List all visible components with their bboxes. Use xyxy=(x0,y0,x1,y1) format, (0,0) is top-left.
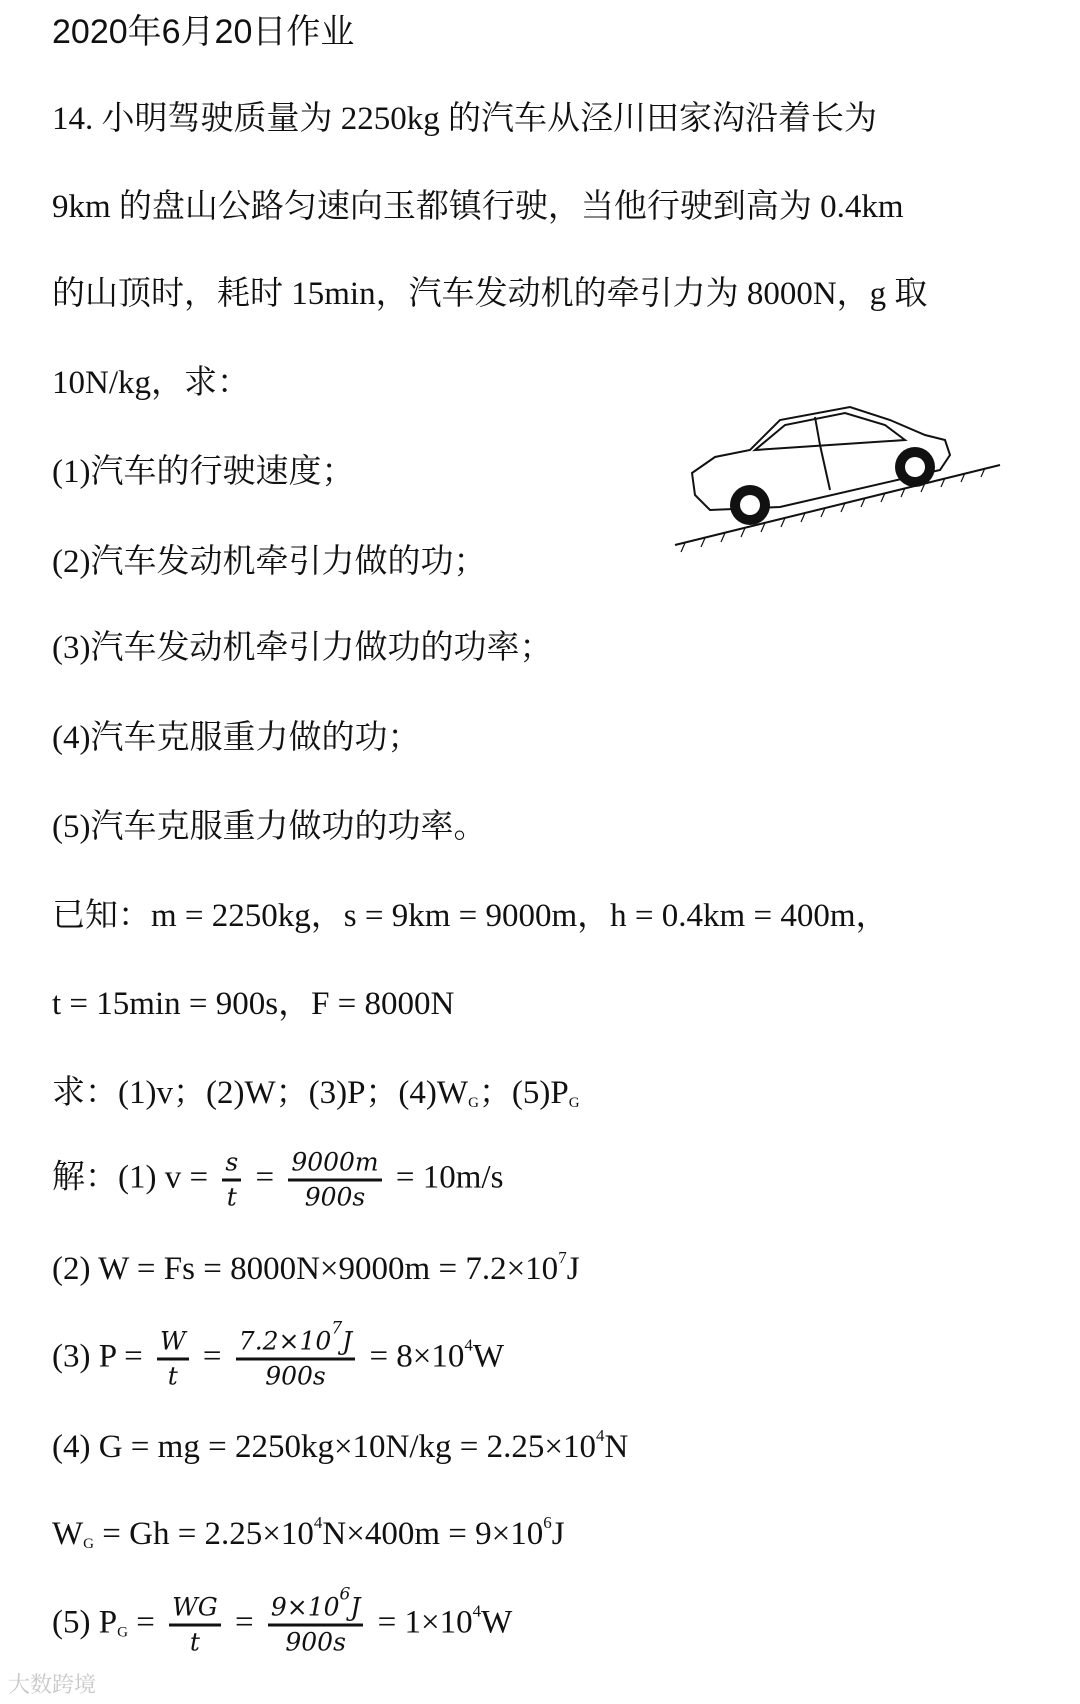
question-line: 9km 的盘山公路匀速向玉都镇行驶，当他行驶到高为 0.4km xyxy=(52,189,904,225)
numerator: s xyxy=(222,1147,241,1182)
formula-text: (2) W = Fs = 8000N×9000m = 7.2×10 xyxy=(52,1251,559,1287)
fraction xyxy=(288,1147,381,1214)
formula-text: = xyxy=(194,1338,230,1375)
formula-text: (4) G = mg = 2250kg×10N/kg = 2.25×10 xyxy=(52,1429,597,1465)
subscript: G xyxy=(568,1095,580,1111)
solution-step-1 xyxy=(52,1147,1052,1214)
known-line: 已知：m = 2250kg，s = 9km = 9000m，h = 0.4km = 400m， xyxy=(52,898,889,934)
numerator-text: 9×10 xyxy=(270,1592,340,1622)
known-line: t = 15min = 900s，F = 8000N xyxy=(52,986,455,1022)
question-part: (4)汽车克服重力做的功； xyxy=(52,720,421,756)
find-line xyxy=(52,1071,1052,1115)
formula-text: J xyxy=(551,1516,565,1552)
exponent: 7 xyxy=(558,1248,567,1267)
numerator xyxy=(236,1318,355,1361)
denominator: 900s xyxy=(285,1627,346,1657)
subscript: G xyxy=(117,1624,128,1641)
numerator: W xyxy=(157,1326,189,1361)
denominator: t xyxy=(226,1182,237,1212)
page-title: 2020年6月20日作业 xyxy=(52,13,355,51)
question-line: 10N/kg，求： xyxy=(52,365,250,401)
formula-text: (3) P = xyxy=(52,1338,151,1375)
formula-text: J xyxy=(566,1251,580,1287)
formula-text: W xyxy=(472,1338,505,1375)
formula-text: W xyxy=(52,1516,84,1552)
fraction xyxy=(157,1326,189,1393)
numerator-subscript: G xyxy=(197,1592,218,1622)
numerator-text: 7.2×10 xyxy=(238,1326,332,1356)
numerator-unit: J xyxy=(350,1592,361,1622)
denominator: t xyxy=(189,1627,200,1657)
car-on-slope-illustration xyxy=(670,395,1010,565)
exponent: 4 xyxy=(313,1513,323,1532)
formula-text: = 1×10 xyxy=(369,1604,473,1641)
formula-text: N×400m = 9×10 xyxy=(322,1516,544,1552)
solution-step-4 xyxy=(52,1425,1052,1469)
find-text: 求：(1)v；(2)W；(3)P；(4)W xyxy=(52,1075,469,1111)
denominator: 900s xyxy=(265,1361,326,1391)
solution-step-5 xyxy=(52,1584,1052,1659)
numerator xyxy=(268,1584,364,1627)
find-text: ；(5)P xyxy=(478,1075,569,1111)
exponent: 6 xyxy=(543,1513,552,1532)
exponent: 6 xyxy=(339,1584,351,1605)
numerator xyxy=(169,1592,221,1627)
solution-step-3 xyxy=(52,1318,1052,1393)
fraction xyxy=(236,1318,355,1393)
subscript: G xyxy=(83,1536,94,1552)
formula-text: W xyxy=(481,1604,513,1641)
fraction xyxy=(222,1147,241,1214)
formula-text: = xyxy=(247,1159,283,1196)
question-part: (2)汽车发动机牵引力做的功； xyxy=(52,544,487,580)
question-part: (3)汽车发动机牵引力做功的功率； xyxy=(52,630,553,666)
numerator: 9000m xyxy=(288,1147,381,1182)
question-part: (5)汽车克服重力做功的功率。 xyxy=(52,809,487,845)
watermark: 大数跨境 xyxy=(8,1673,97,1698)
question-line: 的山顶时，耗时 15min，汽车发动机的牵引力为 8000N，g 取 xyxy=(52,276,928,312)
exponent: 7 xyxy=(331,1318,343,1339)
denominator: t xyxy=(167,1361,178,1391)
formula-text: N xyxy=(604,1429,629,1465)
question-part: (1)汽车的行驶速度； xyxy=(52,454,355,490)
formula-text: = xyxy=(127,1604,164,1641)
exponent: 4 xyxy=(596,1426,605,1445)
formula-text: = 8×10 xyxy=(361,1338,465,1375)
formula-text: = Gh = 2.25×10 xyxy=(94,1516,314,1552)
formula-text: 解：(1) v = xyxy=(52,1159,217,1196)
formula-text: = xyxy=(226,1604,262,1641)
solution-step-4b xyxy=(52,1512,1052,1556)
question-line: 14. 小明驾驶质量为 2250kg 的汽车从泾川田家沟沿着长为 xyxy=(52,101,877,137)
solution-step-2 xyxy=(52,1247,1052,1291)
denominator: 900s xyxy=(304,1182,366,1212)
fraction xyxy=(169,1592,221,1659)
formula-text: = 10m/s xyxy=(387,1159,504,1196)
formula-text: (5) P xyxy=(52,1604,118,1641)
subscript: G xyxy=(468,1095,479,1111)
exponent: 4 xyxy=(464,1335,473,1355)
exponent: 4 xyxy=(472,1601,482,1621)
numerator-text: W xyxy=(172,1592,198,1622)
numerator-unit: J xyxy=(342,1326,353,1356)
fraction xyxy=(268,1584,364,1659)
